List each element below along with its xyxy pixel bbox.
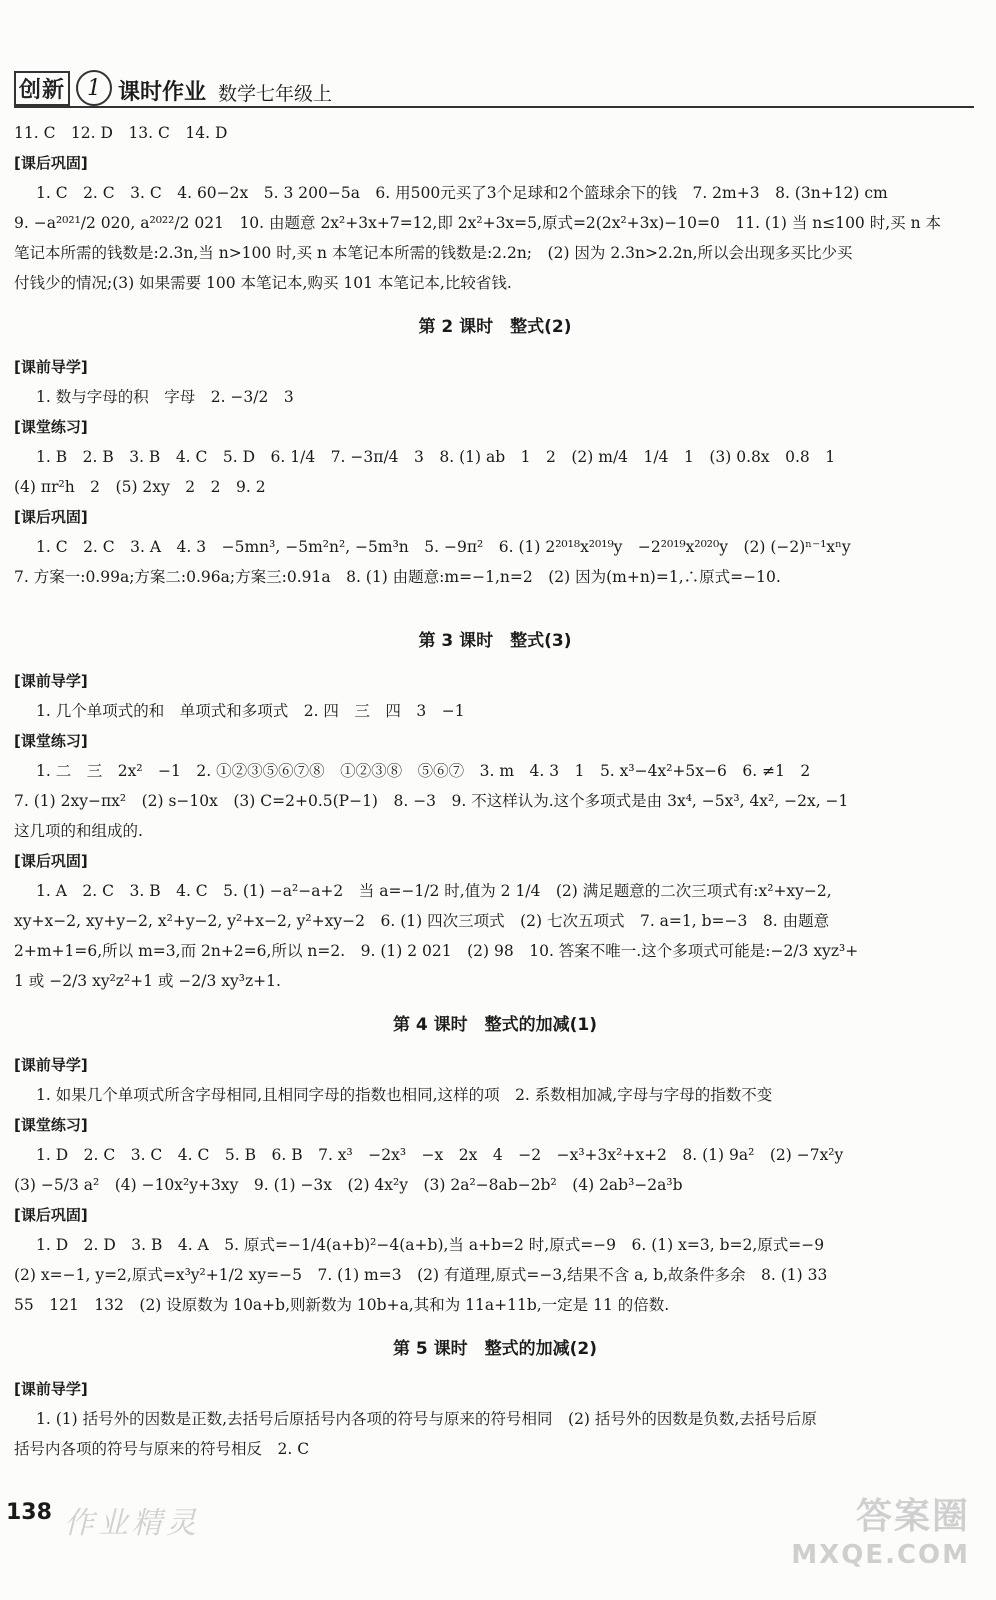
section-heading: [课前导学] — [14, 358, 88, 376]
lesson-title: 第 5 课时 整式的加减(2) — [392, 1339, 598, 1359]
section-heading: [课后巩固] — [14, 1206, 88, 1224]
answer-line: 11. C 12. D 13. C 14. D — [14, 124, 228, 142]
answer-line: xy+x−2, xy+y−2, x²+y−2, y²+x−2, y²+xy−2 6. (1) 四次三项式 (2) 七次五项式 7. a=1, b=−3 8. 由题意 — [14, 912, 830, 930]
answer-line: (4) πr²h 2 (5) 2xy 2 2 9. 2 — [14, 478, 266, 496]
lesson-title: 第 3 课时 整式(3) — [418, 631, 572, 651]
brand-label: 创新 — [14, 71, 70, 106]
watermark-right-bottom: MXQE.COM — [791, 1540, 970, 1570]
answer-line: 1. D 2. C 3. C 4. C 5. B 6. B 7. x³ −2x³ −x 2x 4 −2 −x³+3x²+x+2 8. (1) 9a² (2) −7x²y — [36, 1146, 844, 1164]
answer-line: 7. 方案一:0.99a;方案二:0.96a;方案三:0.91a 8. (1) 由题意:m=−1,n=2 (2) 因为(m+n)=1,∴原式=−10. — [14, 568, 781, 586]
book-title: 课时作业 — [118, 80, 207, 105]
answer-line: (3) −5/3 a² (4) −10x²y+3xy 9. (1) −3x (2) 4x²y (3) 2a²−8ab−2b² (4) 2ab³−2a³b — [14, 1176, 683, 1194]
watermark-right-top: 答案圈 — [855, 1496, 970, 1537]
answer-line: 9. −a²⁰²¹/2 020, a²⁰²²/2 021 10. 由题意 2x²+3x+7=12,即 2x²+3x=5,原式=2(2x²+3x)−10=0 11. (1) 当 n≤100 时,买 n 本 — [14, 214, 941, 232]
section-heading: [课堂练习] — [14, 732, 88, 750]
section-heading: [课前导学] — [14, 1380, 88, 1398]
answer-line: 1. A 2. C 3. B 4. C 5. (1) −a²−a+2 当 a=−1/2 时,值为 2 1/4 (2) 满足题意的二次三项式有:x²+xy−2, — [36, 882, 832, 900]
answer-line: 1. 如果几个单项式所含字母相同,且相同字母的指数也相同,这样的项 2. 系数相加减,字母与字母的指数不变 — [36, 1086, 773, 1104]
section-heading: [课前导学] — [14, 1056, 88, 1074]
answer-line: (2) x=−1, y=2,原式=x³y²+1/2 xy=−5 7. (1) m=3 (2) 有道理,原式=−3,结果不含 a, b,故条件多余 8. (1) 33 — [14, 1266, 828, 1284]
logo-icon: 1 — [76, 70, 112, 106]
answer-line: 1. 二 三 2x² −1 2. ①②③⑤⑥⑦⑧ ①②③⑧ ⑤⑥⑦ 3. m 4. 3 1 5. x³−4x²+5x−6 6. ≠1 2 — [36, 762, 811, 780]
section-heading: [课后巩固] — [14, 852, 88, 870]
answer-line: 笔记本所需的钱数是:2.3n,当 n>100 时,买 n 本笔记本所需的钱数是:2.2n; (2) 因为 2.3n>2.2n,所以会出现多买比少买 — [14, 244, 853, 262]
section-heading: [课堂练习] — [14, 1116, 88, 1134]
answer-line: 1. (1) 括号外的因数是正数,去括号后原括号内各项的符号与原来的符号相同 (2) 括号外的因数是负数,去括号后原 — [36, 1410, 817, 1428]
section-heading: [课前导学] — [14, 672, 88, 690]
answer-line: 1 或 −2/3 xy²z²+1 或 −2/3 xy³z+1. — [14, 972, 281, 990]
answer-line: 这几项的和组成的. — [14, 822, 143, 840]
book-subtitle: 数学七年级上 — [218, 83, 333, 105]
answer-line: 2+m+1=6,所以 m=3,而 2n+2=6,所以 n=2. 9. (1) 2 021 (2) 98 10. 答案不唯一.这个多项式可能是:−2/3 xyz³+ — [14, 942, 859, 960]
answer-content — [14, 118, 976, 1464]
page-header — [14, 70, 974, 108]
answer-line: 1. 数与字母的积 字母 2. −3/2 3 — [36, 388, 294, 406]
answer-line: 括号内各项的符号与原来的符号相反 2. C — [14, 1440, 310, 1458]
answer-line: 55 121 132 (2) 设原数为 10a+b,则新数为 10b+a,其和为 11a+11b,一定是 11 的倍数. — [14, 1296, 670, 1314]
answer-line: 7. (1) 2xy−πx² (2) s−10x (3) C=2+0.5(P−1) 8. −3 9. 不这样认为.这个多项式是由 3x⁴, −5x³, 4x², −2x, −1 — [14, 792, 849, 810]
lesson-title: 第 4 课时 整式的加减(1) — [392, 1015, 598, 1035]
answer-line: 1. B 2. B 3. B 4. C 5. D 6. 1/4 7. −3π/4 3 8. (1) ab 1 2 (2) m/4 1/4 1 (3) 0.8x 0.8 1 — [36, 448, 836, 466]
section-heading: [课后巩固] — [14, 154, 88, 172]
watermark-left: 作业精灵 — [64, 1506, 200, 1541]
answer-line: 1. C 2. C 3. C 4. 60−2x 5. 3 200−5a 6. 用500元买了3个足球和2个篮球余下的钱 7. 2m+3 8. (3n+12) cm — [36, 184, 888, 202]
answer-line: 付钱少的情况;(3) 如果需要 100 本笔记本,购买 101 本笔记本,比较省钱. — [14, 274, 512, 292]
section-heading: [课堂练习] — [14, 418, 88, 436]
spacer — [14, 592, 976, 612]
lesson-title: 第 2 课时 整式(2) — [418, 317, 572, 337]
answer-line: 1. 几个单项式的和 单项式和多项式 2. 四 三 四 3 −1 — [36, 702, 465, 720]
answer-line: 1. D 2. D 3. B 4. A 5. 原式=−1/4(a+b)²−4(a+b),当 a+b=2 时,原式=−9 6. (1) x=3, b=2,原式=−9 — [36, 1236, 825, 1254]
answer-line: 1. C 2. C 3. A 4. 3 −5mn³, −5m²n², −5m³n 5. −9π² 6. (1) 2²⁰¹⁸x²⁰¹⁹y −2²⁰¹⁹x²⁰²⁰y (2) (−2)ⁿ⁻¹xⁿy — [36, 538, 851, 556]
section-heading: [课后巩固] — [14, 508, 88, 526]
page-number: 138 — [6, 1500, 52, 1525]
